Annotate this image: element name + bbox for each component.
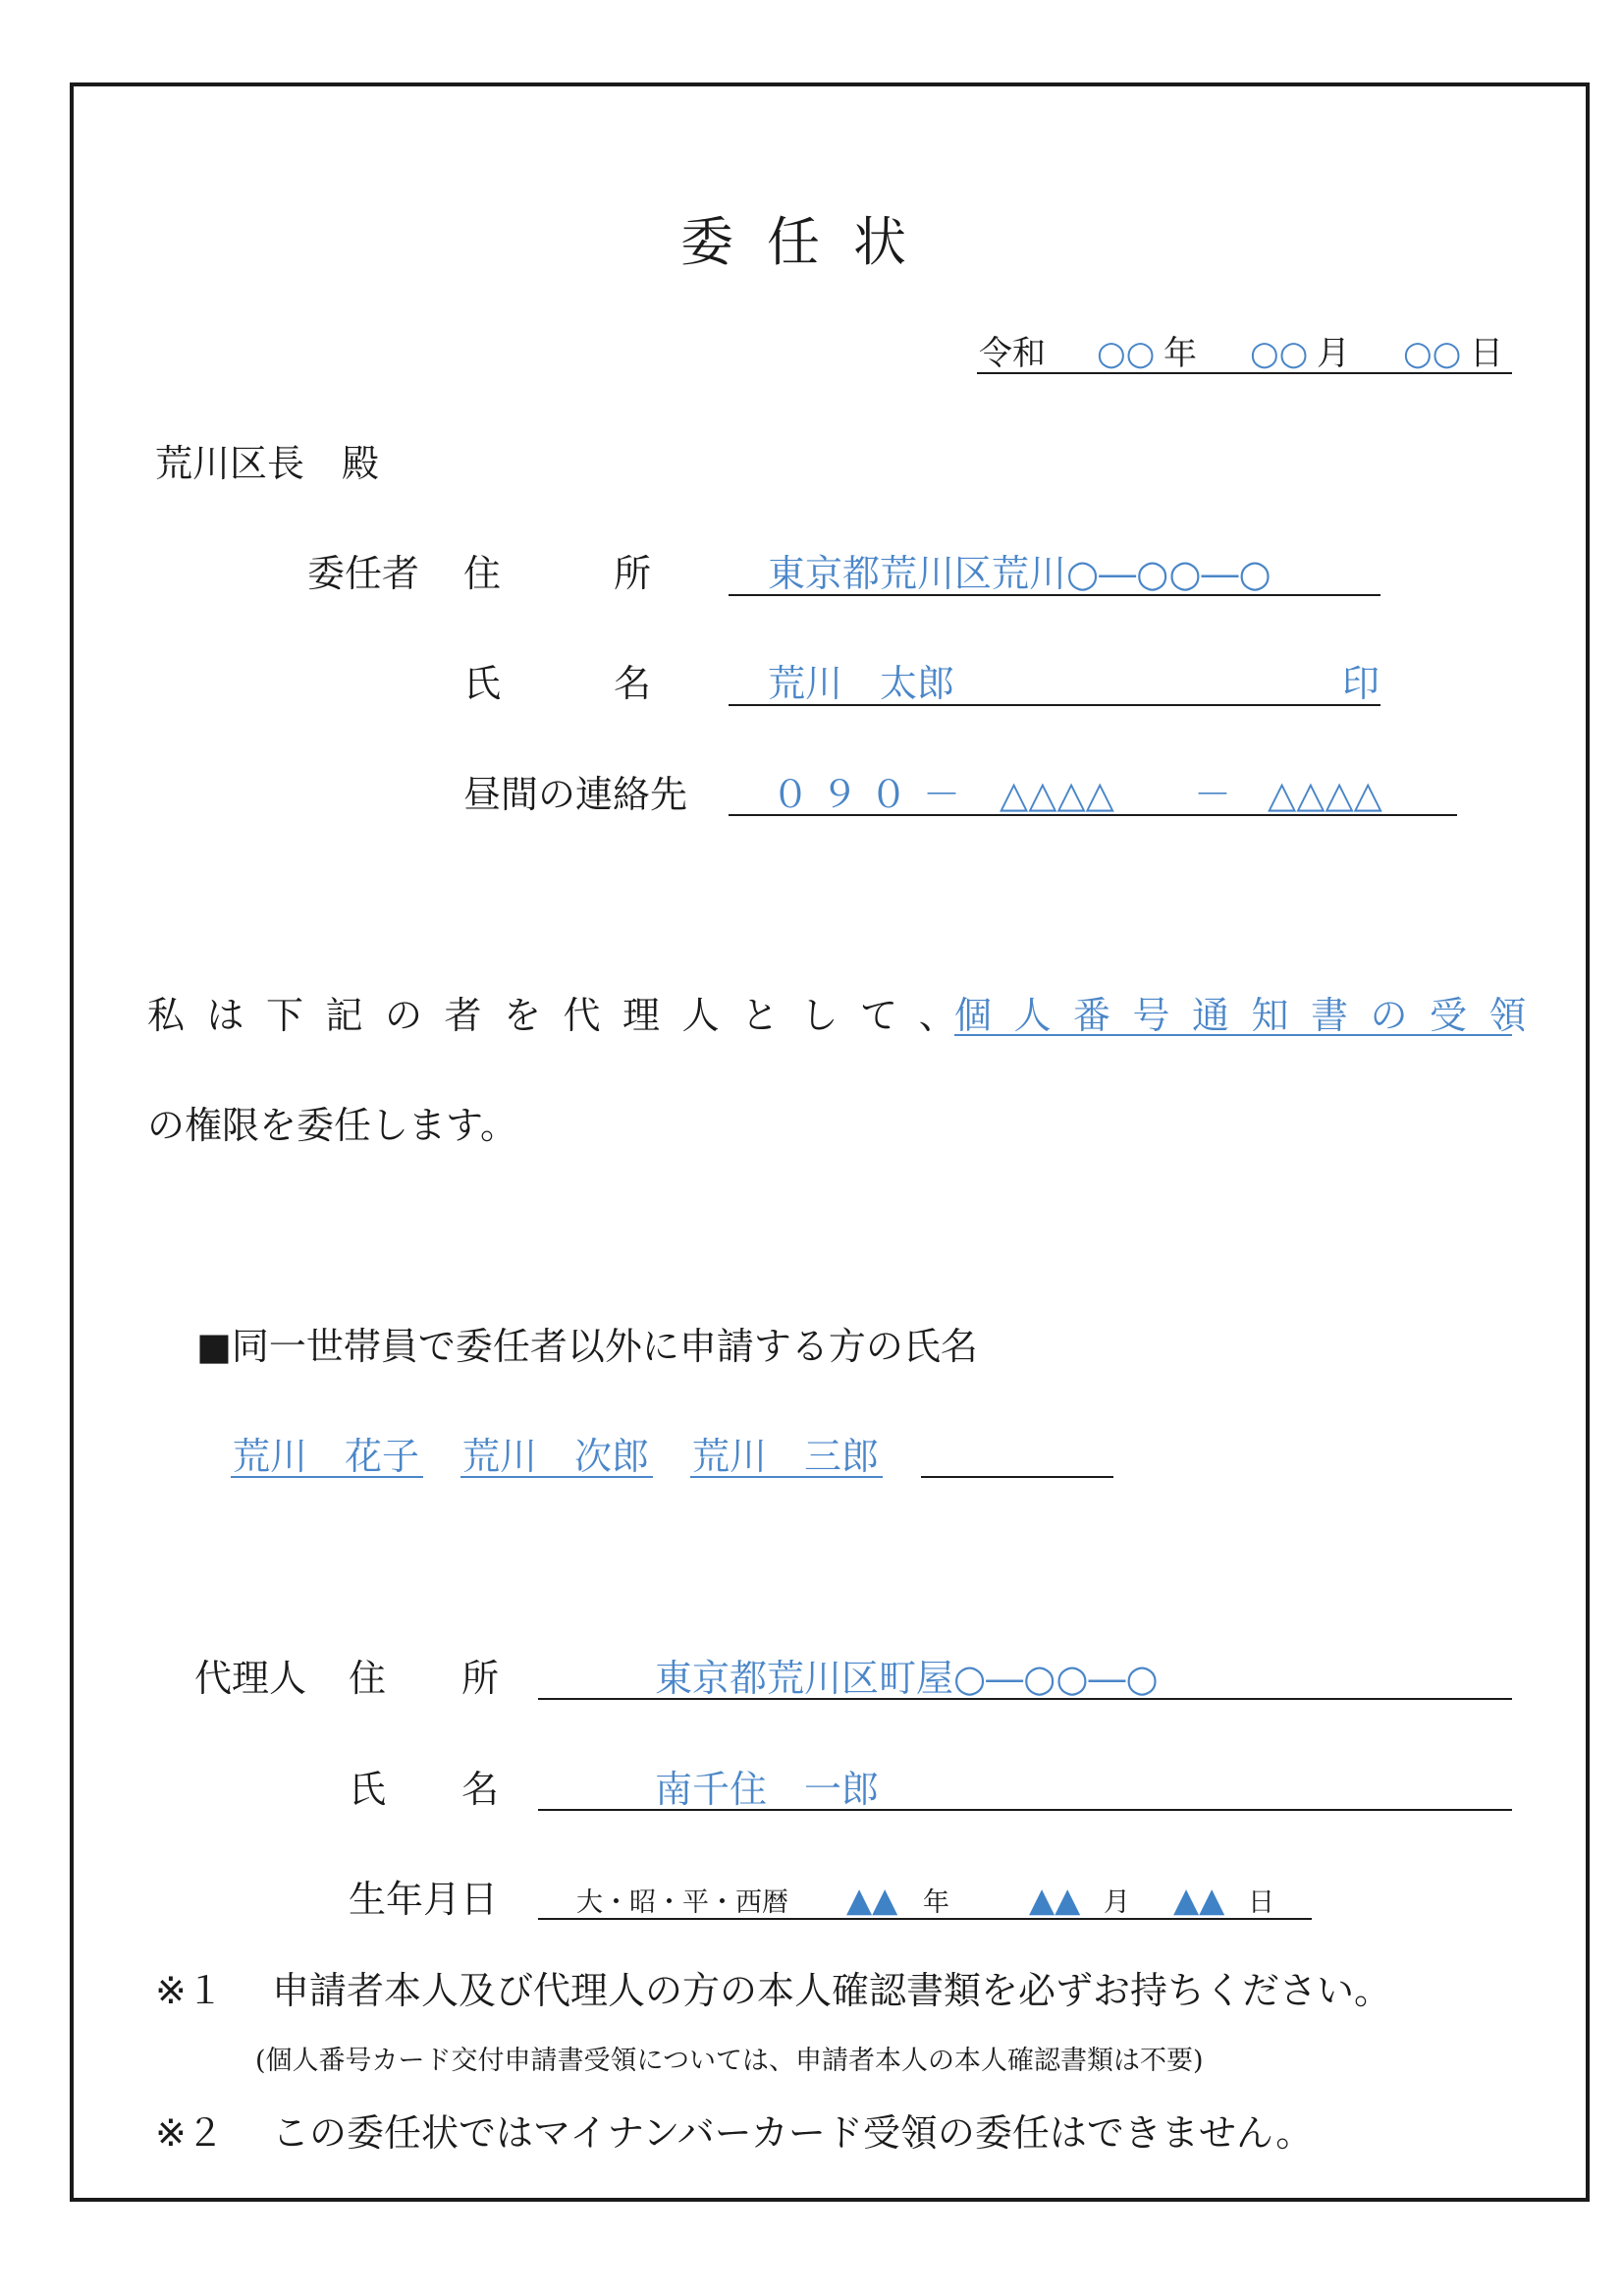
household-name-1[interactable]: 荒川 花子 (233, 1435, 420, 1478)
delegator-name-label-1: 氏 (463, 662, 502, 705)
statement-line-1: 私は下記の者を代理人として、 (147, 994, 979, 1037)
delegator-name-value[interactable]: 荒川 太郎 (768, 662, 955, 705)
agent-address-label-1: 住 (349, 1657, 387, 1700)
phone-separator-1: － (923, 773, 961, 816)
delegator-name-underline (729, 704, 1380, 706)
household-name-2[interactable]: 荒川 次郎 (462, 1435, 650, 1478)
statement-line-2: の権限を委任します。 (147, 1104, 517, 1147)
date-month[interactable]: ○○ (1250, 334, 1309, 373)
note-1-text: 申請者本人及び代理人の方の本人確認書類を必ずお持ちください。 (272, 1969, 1392, 2012)
date-year[interactable]: ○○ (1097, 334, 1156, 373)
statement-highlight-underline (954, 1034, 1512, 1036)
seal-mark: 印 (1342, 662, 1380, 705)
delegator-address-label-2: 所 (614, 552, 652, 595)
note-2-text: この委任状ではマイナンバーカード受領の委任はできません。 (272, 2111, 1314, 2155)
agent-name-label-2: 名 (461, 1768, 500, 1811)
phone-part-1[interactable]: ０９０ (772, 773, 920, 816)
delegator-address-label-1: 住 (463, 552, 502, 595)
agent-name-underline (538, 1809, 1512, 1811)
birth-label: 生年月日 (349, 1878, 499, 1921)
household-name-3-underline (690, 1476, 883, 1478)
household-name-3[interactable]: 荒川 三郎 (692, 1435, 880, 1478)
agent-address-value[interactable]: 東京都荒川区町屋○―○○―○ (655, 1657, 1159, 1700)
agent-address-underline (538, 1698, 1512, 1700)
date-day-unit: 日 (1470, 334, 1503, 373)
delegator-name-label-2: 名 (614, 662, 652, 705)
delegator-address-value[interactable]: 東京都荒川区荒川○―○○―○ (768, 552, 1271, 595)
birth-month-unit: 月 (1104, 1887, 1130, 1918)
era-options[interactable]: 大・昭・平・西暦 (576, 1887, 788, 1918)
phone-separator-2: － (1194, 773, 1232, 816)
household-name-1-underline (231, 1476, 423, 1478)
date-year-unit: 年 (1163, 334, 1197, 373)
agent-label: 代理人 (194, 1657, 307, 1700)
contact-underline (729, 814, 1457, 816)
birth-day[interactable]: ▲▲ (1173, 1881, 1225, 1920)
addressee: 荒川区長 殿 (155, 442, 380, 485)
date-month-unit: 月 (1317, 334, 1350, 373)
birth-day-unit: 日 (1248, 1887, 1274, 1918)
agent-address-label-2: 所 (461, 1657, 500, 1700)
delegator-label: 委任者 (307, 552, 420, 595)
birth-month[interactable]: ▲▲ (1029, 1881, 1081, 1920)
date-day[interactable]: ○○ (1403, 334, 1462, 373)
note-1-mark: ※１ (155, 1969, 224, 2012)
agent-name-label-1: 氏 (349, 1768, 387, 1811)
birth-year[interactable]: ▲▲ (846, 1881, 898, 1920)
phone-part-2[interactable]: △△△△ (1000, 773, 1114, 816)
household-heading: ■同一世帯員で委任者以外に申請する方の氏名 (196, 1325, 978, 1368)
document-title: 委任状 (680, 211, 940, 273)
date-underline (977, 372, 1512, 374)
phone-part-3[interactable]: △△△△ (1268, 773, 1382, 816)
household-name-2-underline (460, 1476, 653, 1478)
household-blank-line[interactable] (921, 1476, 1113, 1478)
birth-underline (538, 1918, 1312, 1920)
birth-year-unit: 年 (923, 1887, 949, 1918)
note-2-mark: ※２ (155, 2111, 224, 2155)
delegator-address-underline (729, 594, 1380, 596)
contact-label: 昼間の連絡先 (463, 773, 688, 816)
statement-highlight[interactable]: 個人番号通知書の受領 (954, 994, 1549, 1037)
date-era: 令和 (979, 334, 1046, 373)
note-1-subtext: (個人番号カード交付申請書受領については、申請者本人の本人確認書類は不要) (255, 2046, 1204, 2076)
agent-name-value[interactable]: 南千住 一郎 (655, 1768, 880, 1811)
